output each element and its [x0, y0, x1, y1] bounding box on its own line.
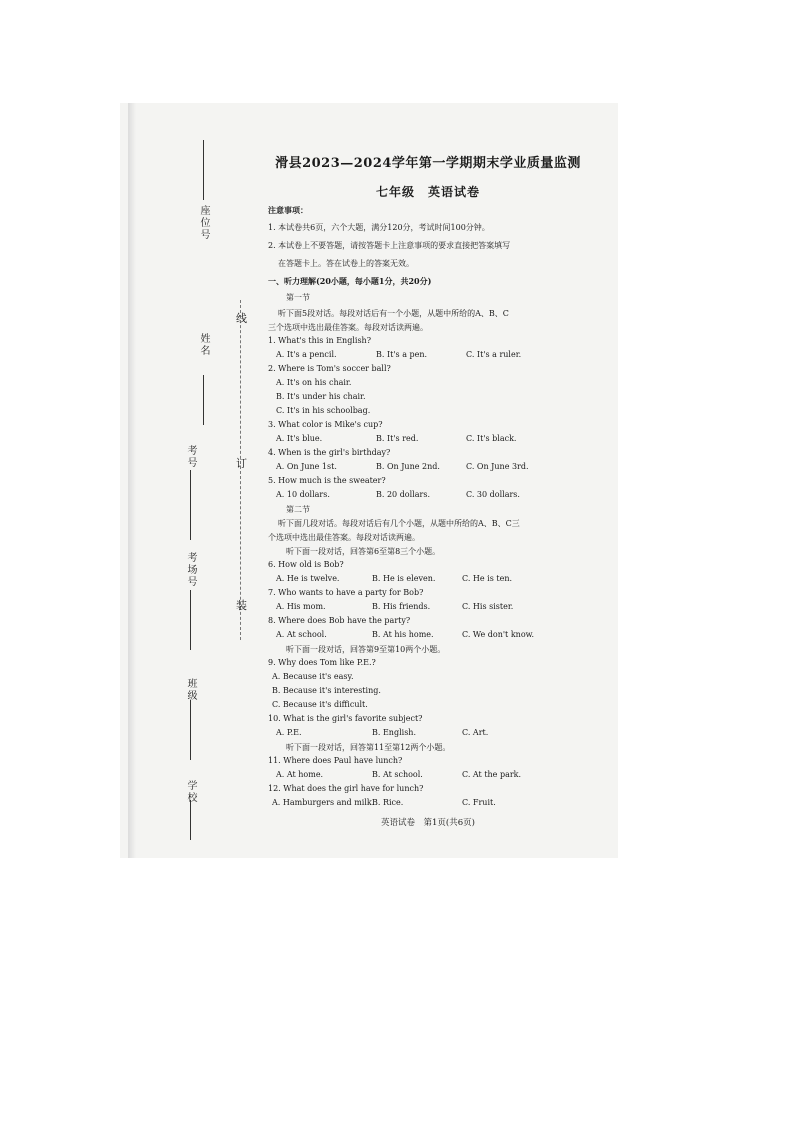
q9-option-a: A. Because it's easy. [272, 672, 354, 681]
q4-option-a: A. On June 1st. [276, 462, 337, 471]
part-2-instruction-b: 个选项中选出最佳答案。每段对话读两遍。 [268, 533, 420, 542]
part-1-instruction-b: 三个选项中选出最佳答案。每段对话读两遍。 [268, 323, 428, 332]
sheet-shadow [128, 103, 136, 858]
question-2: 2. Where is Tom's soccer ball? [268, 364, 391, 373]
question-3: 3. What color is Mike's cup? [268, 420, 383, 429]
notice-heading: 注意事项： [268, 205, 308, 215]
q7-option-a: A. His mom. [276, 602, 326, 611]
bind-char-bind: 装 [236, 599, 247, 612]
question-12: 12. What does the girl have for lunch? [268, 784, 424, 793]
question-4: 4. When is the girl's birthday? [268, 448, 391, 457]
side-label-school: 学校 [185, 780, 196, 804]
page-footer: 英语试卷 第1页(共6页) [381, 818, 475, 828]
question-8: 8. Where does Bob have the party? [268, 616, 411, 625]
q8-option-c: C. We don't know. [462, 630, 535, 639]
q7-option-b: B. His friends. [372, 602, 431, 611]
q6-option-b: B. He is eleven. [372, 574, 436, 583]
school-blank [190, 800, 191, 840]
q10-option-b: B. English. [372, 728, 416, 737]
q11-option-a: A. At home. [276, 770, 324, 779]
q7-option-c: C. His sister. [462, 602, 514, 611]
notice-2b: 在答题卡上。答在试卷上的答案无效。 [278, 259, 414, 268]
notice-2a: 2. 本试卷上不要答题，请按答题卡上注意事项的要求直接把答案填写 [268, 241, 511, 250]
q11-option-b: B. At school. [372, 770, 423, 779]
question-7: 7. Who wants to have a party for Bob? [268, 588, 424, 597]
q6-option-c: C. He is ten. [462, 574, 513, 583]
part-1-instruction-a: 听下面5段对话。每段对话后有一个小题，从题中所给的A、B、C [278, 309, 509, 318]
side-label-exam-no: 考号 [185, 445, 196, 469]
dialog-3-instruction: 听下面一段对话，回答第11至第12两个小题。 [286, 743, 451, 752]
q3-option-b: B. It's red. [376, 434, 419, 443]
side-label-class: 班级 [185, 678, 196, 702]
q1-option-c: C. It's a ruler. [466, 350, 522, 359]
part-2-instruction-a: 听下面几段对话。每段对话后有几个小题，从题中所给的A、B、C三 [278, 519, 520, 528]
q9-option-c: C. Because it's difficult. [272, 700, 368, 709]
dialog-2-instruction: 听下面一段对话，回答第9至第10两个小题。 [286, 645, 446, 654]
exam-no-blank [190, 470, 191, 540]
seat-blank [203, 140, 204, 200]
question-6: 6. How old is Bob? [268, 560, 344, 569]
q3-option-c: C. It's black. [466, 434, 517, 443]
question-9: 9. Why does Tom like P.E.? [268, 658, 376, 667]
q9-option-b: B. Because it's interesting. [272, 686, 381, 695]
q12-option-c: C. Fruit. [462, 798, 496, 807]
q5-option-c: C. 30 dollars. [466, 490, 520, 499]
q4-option-b: B. On June 2nd. [376, 462, 440, 471]
part-1-heading: 第一节 [286, 293, 310, 302]
dialog-1-instruction: 听下面一段对话，回答第6至第8三个小题。 [286, 547, 441, 556]
q4-option-c: C. On June 3rd. [466, 462, 529, 471]
exam-title: 滑县2023—2024学年第一学期期末学业质量监测 [275, 156, 581, 171]
name-blank [203, 375, 204, 425]
q5-option-a: A. 10 dollars. [276, 490, 330, 499]
class-blank [190, 700, 191, 760]
q2-option-a: A. It's on his chair. [276, 378, 352, 387]
bind-char-staple: 订 [236, 457, 247, 470]
side-label-room: 考场号 [185, 552, 196, 588]
section-listening: 一、听力理解(20小题，每小题1分，共20分) [268, 276, 432, 286]
q10-option-a: A. P.E. [276, 728, 302, 737]
bind-char-line: 线 [236, 312, 247, 325]
q12-option-b: B. Rice. [372, 798, 404, 807]
exam-subtitle: 七年级 英语试卷 [375, 185, 480, 199]
q8-option-b: B. At his home. [372, 630, 434, 639]
room-blank [190, 590, 191, 650]
q2-option-c: C. It's in his schoolbag. [276, 406, 371, 415]
question-10: 10. What is the girl's favorite subject? [268, 714, 423, 723]
q3-option-a: A. It's blue. [276, 434, 323, 443]
q8-option-a: A. At school. [276, 630, 327, 639]
notice-1: 1. 本试卷共6页，六个大题，满分120分，考试时间100分钟。 [268, 223, 490, 232]
question-5: 5. How much is the sweater? [268, 476, 386, 485]
q11-option-c: C. At the park. [462, 770, 522, 779]
q2-option-b: B. It's under his chair. [276, 392, 366, 401]
part-2-heading: 第二节 [286, 505, 310, 514]
q1-option-b: B. It's a pen. [376, 350, 428, 359]
q5-option-b: B. 20 dollars. [376, 490, 430, 499]
q12-option-a: A. Hamburgers and milk. [272, 798, 375, 807]
q1-option-a: A. It's a pencil. [276, 350, 337, 359]
question-11: 11. Where does Paul have lunch? [268, 756, 403, 765]
q10-option-c: C. Art. [462, 728, 489, 737]
question-1: 1. What's this in English? [268, 336, 371, 345]
q6-option-a: A. He is twelve. [276, 574, 340, 583]
side-label-seat: 座位号 [198, 205, 209, 241]
side-label-name: 姓名 [198, 333, 209, 357]
